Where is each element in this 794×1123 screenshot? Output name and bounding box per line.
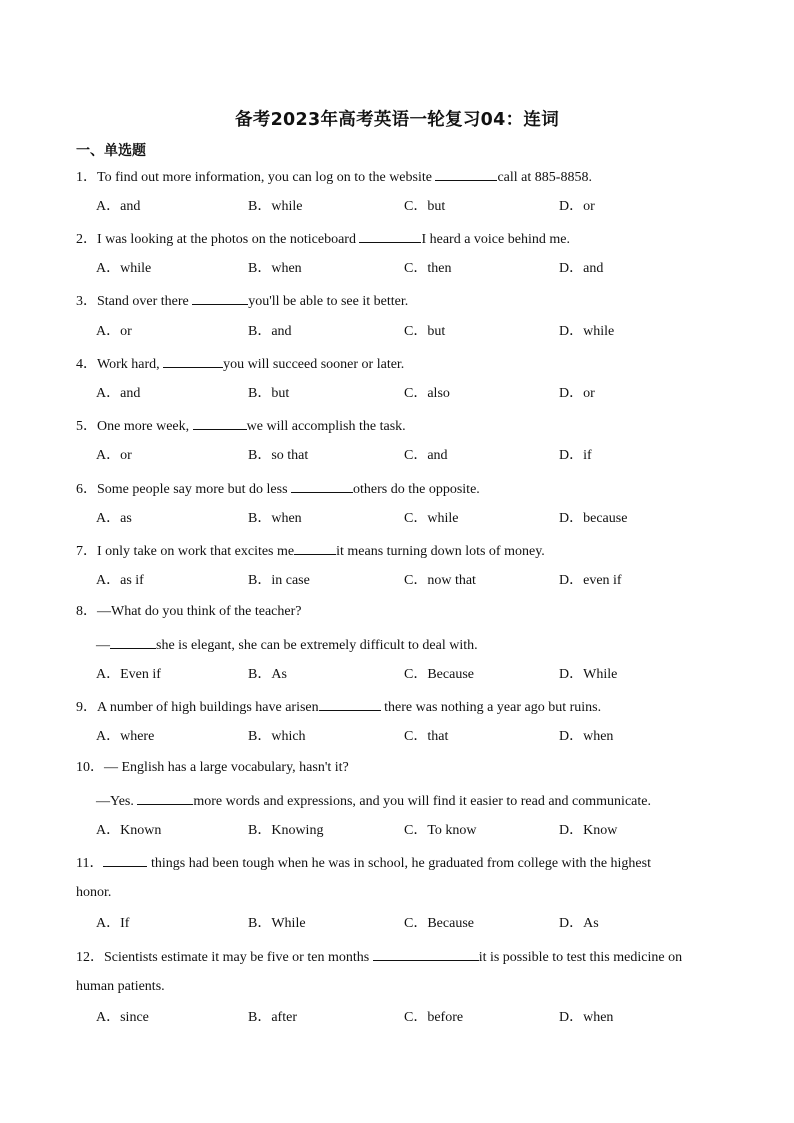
options-9 (96, 728, 716, 746)
answer-blank (193, 416, 247, 430)
option-d[interactable]: D．because (559, 511, 628, 526)
option-a[interactable]: A．as (96, 511, 132, 526)
question-7: 7．I only take on work that excites me it means turning down lots of money. (76, 541, 716, 561)
option-a[interactable]: A．Known (96, 823, 162, 838)
question-4: 4．Work hard, you will succeed sooner or later. (76, 354, 716, 374)
options-10 (96, 822, 716, 840)
options-3 (96, 323, 716, 341)
option-c[interactable]: C．now that (404, 573, 476, 588)
question-9: 9．A number of high buildings have arisen there was nothing a year ago but ruins. (76, 697, 716, 717)
answer-blank (291, 479, 353, 493)
option-a[interactable]: A．and (96, 199, 141, 214)
page-title: 备考2023年高考英语一轮复习04：连词 (234, 110, 560, 130)
options-11 (96, 915, 716, 933)
question-5: 5．One more week, we will accomplish the task. (76, 416, 716, 436)
option-b[interactable]: B．in case (248, 573, 310, 588)
option-c[interactable]: C．before (404, 1010, 464, 1025)
question-8-reply: — she is elegant, she can be extremely difficult to deal with. (96, 635, 736, 655)
option-c[interactable]: C．also (404, 386, 450, 401)
option-d[interactable]: D．if (559, 448, 592, 463)
option-b[interactable]: B．which (248, 729, 306, 744)
answer-blank (294, 541, 336, 555)
option-d[interactable]: D．when (559, 1010, 614, 1025)
option-c[interactable]: C．Because (404, 667, 474, 682)
option-a[interactable]: A．or (96, 324, 132, 339)
answer-blank (319, 697, 381, 711)
question-12: 12．Scientists estimate it may be five or ten months it is possible to test this medicine on (76, 947, 716, 967)
option-a[interactable]: A．as if (96, 573, 144, 588)
option-b[interactable]: B．and (248, 324, 292, 339)
options-7 (96, 572, 716, 590)
option-a[interactable]: A．while (96, 261, 152, 276)
option-c[interactable]: C．while (404, 511, 459, 526)
question-3: 3．Stand over there you'll be able to see it better. (76, 291, 716, 311)
answer-blank (192, 291, 248, 305)
option-d[interactable]: D．or (559, 386, 595, 401)
option-c[interactable]: C．but (404, 199, 446, 214)
question-2: 2．I was looking at the photos on the noticeboard I heard a voice behind me. (76, 229, 716, 249)
options-5 (96, 447, 716, 465)
options-8 (96, 666, 716, 684)
question-8: 8．—What do you think of the teacher? (76, 604, 302, 619)
options-4 (96, 385, 716, 403)
options-12 (96, 1009, 716, 1027)
answer-blank (359, 229, 421, 243)
option-b[interactable]: B．While (248, 916, 306, 931)
option-d[interactable]: D．while (559, 324, 615, 339)
option-b[interactable]: B．while (248, 199, 303, 214)
option-a[interactable]: A．If (96, 916, 130, 931)
option-d[interactable]: D．As (559, 916, 599, 931)
option-b[interactable]: B．after (248, 1010, 297, 1025)
option-c[interactable]: C．then (404, 261, 452, 276)
option-a[interactable]: A．where (96, 729, 155, 744)
answer-blank (103, 853, 147, 867)
question-1: 1．To find out more information, you can log on to the website call at 885-8858. (76, 167, 716, 187)
option-a[interactable]: A．Even if (96, 667, 161, 682)
option-c[interactable]: C．To know (404, 823, 477, 838)
option-d[interactable]: D．Know (559, 823, 618, 838)
option-d[interactable]: D．when (559, 729, 614, 744)
option-b[interactable]: B．but (248, 386, 290, 401)
answer-blank (435, 167, 497, 181)
option-b[interactable]: B．As (248, 667, 287, 682)
option-d[interactable]: D．While (559, 667, 618, 682)
option-a[interactable]: A．since (96, 1010, 149, 1025)
answer-blank (110, 635, 156, 649)
option-d[interactable]: D．or (559, 199, 595, 214)
option-c[interactable]: C．that (404, 729, 449, 744)
answer-blank (163, 354, 223, 368)
question-6: 6．Some people say more but do less others do the opposite. (76, 479, 716, 499)
question-11: 11． things had been tough when he was in school, he graduated from college with the highest (76, 853, 716, 873)
option-b[interactable]: B．when (248, 511, 302, 526)
question-10: 10．— English has a large vocabulary, hasn't it? (76, 760, 349, 775)
options-6 (96, 510, 716, 528)
answer-blank (137, 791, 193, 805)
option-b[interactable]: B．Knowing (248, 823, 324, 838)
option-d[interactable]: D．even if (559, 573, 622, 588)
section-heading: 一、单选题 (76, 143, 146, 159)
answer-blank (373, 947, 479, 961)
option-c[interactable]: C．Because (404, 916, 474, 931)
option-c[interactable]: C．and (404, 448, 448, 463)
option-d[interactable]: D．and (559, 261, 604, 276)
options-1 (96, 198, 716, 216)
option-b[interactable]: B．when (248, 261, 302, 276)
options-2 (96, 260, 716, 278)
option-a[interactable]: A．and (96, 386, 141, 401)
option-c[interactable]: C．but (404, 324, 446, 339)
question-12-cont: human patients. (76, 979, 165, 994)
option-a[interactable]: A．or (96, 448, 132, 463)
option-b[interactable]: B．so that (248, 448, 309, 463)
question-11-cont: honor. (76, 885, 112, 900)
question-10-reply: —Yes. more words and expressions, and you will find it easier to read and communicate. (96, 791, 736, 811)
